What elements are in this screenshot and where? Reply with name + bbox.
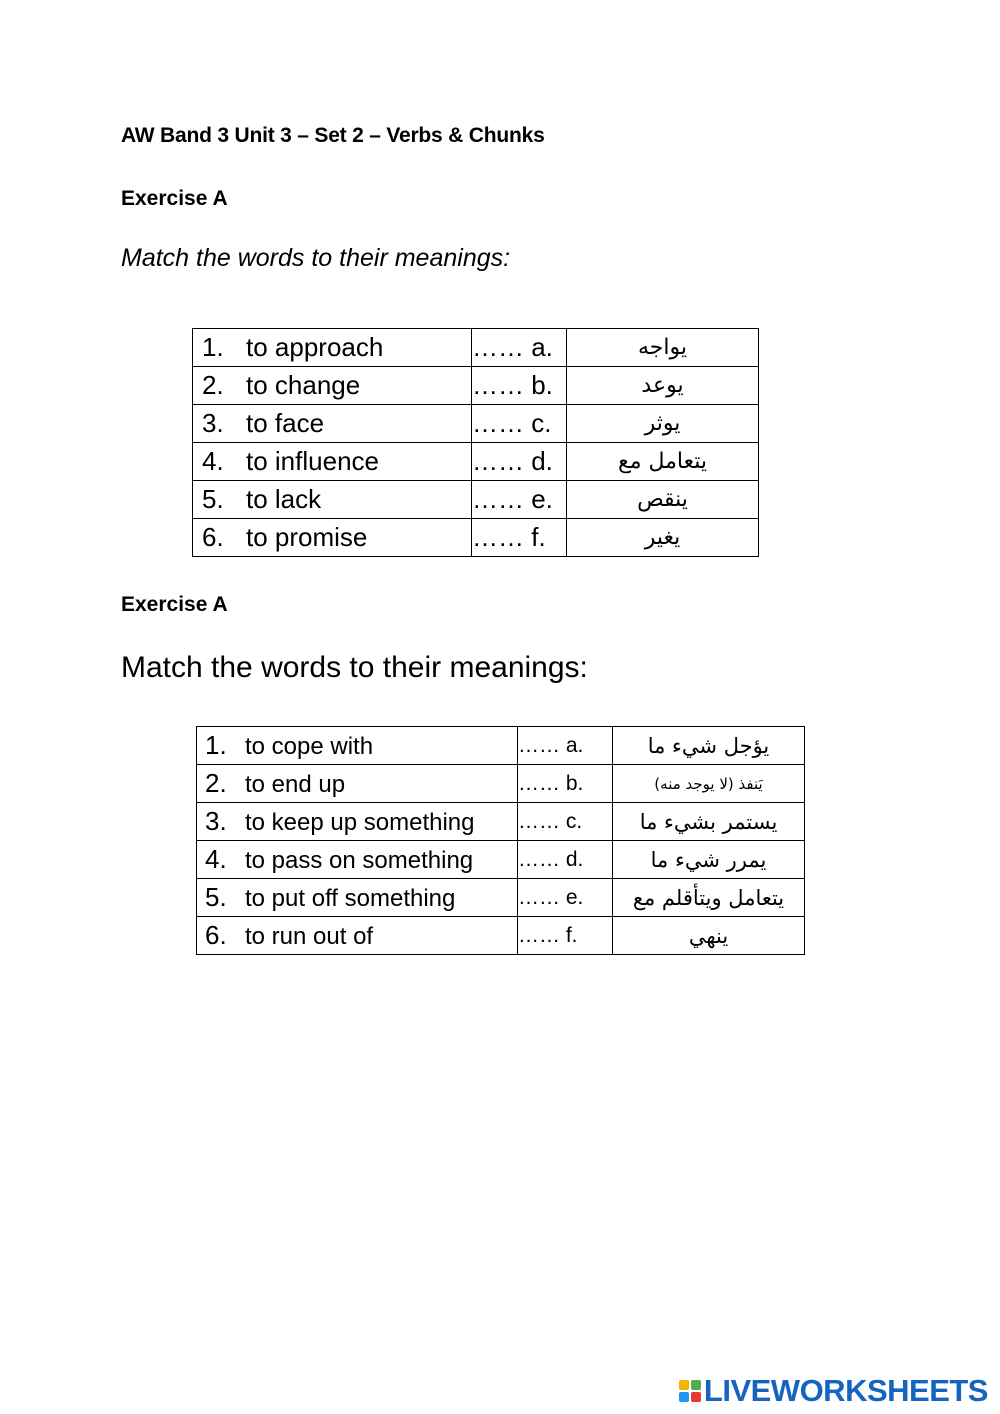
answer-blank[interactable]: …… a. [472,329,567,367]
meaning-cell: يوثر [567,405,759,443]
answer-blank[interactable]: …… e. [472,481,567,519]
liveworksheets-logo [679,1373,988,1409]
item-number: 4. [202,446,224,476]
item-word: to face [246,408,325,438]
word-cell [197,841,518,879]
exercise-1-table [192,328,759,557]
exercise-1-row [193,519,759,557]
item-number: 1. [205,730,227,760]
word-cell [193,519,472,557]
logo-mark-icon [679,1380,701,1402]
answer-blank[interactable]: …… b. [472,367,567,405]
item-number: 1. [202,332,224,362]
answer-blank[interactable]: …… f. [472,519,567,557]
page-title: AW Band 3 Unit 3 – Set 2 – Verbs & Chunks [121,124,545,147]
exercise-2-row [197,879,805,917]
answer-blank[interactable]: …… c. [518,803,613,841]
answer-blank[interactable]: …… d. [472,443,567,481]
item-word: to keep up something [245,809,475,836]
word-cell [193,367,472,405]
exercise-2-instruction: Match the words to their meanings: [121,651,588,684]
exercise-2-row [197,727,805,765]
item-word: to promise [246,522,368,552]
item-word: to influence [246,446,379,476]
exercise-2-row [197,803,805,841]
word-cell [197,803,518,841]
item-word: to end up [245,771,346,798]
meaning-cell: يستمر بشيء ما [613,803,805,841]
word-cell [197,917,518,955]
exercise-2-row [197,841,805,879]
answer-blank[interactable]: …… f. [518,917,613,955]
exercise-1-row [193,367,759,405]
item-word: to change [246,370,361,400]
exercise-1-instruction: Match the words to their meanings: [121,244,511,272]
item-number: 2. [205,768,227,798]
item-number: 6. [205,920,227,950]
answer-blank[interactable]: …… c. [472,405,567,443]
exercise-1-row [193,329,759,367]
word-cell [197,765,518,803]
meaning-cell: يَنفذ (لا يوجد منه) [613,765,805,803]
exercise-2-row [197,765,805,803]
exercise-1-row [193,405,759,443]
exercise-1-row [193,443,759,481]
exercise-2-heading: Exercise A [121,593,228,616]
meaning-cell: ينهي [613,917,805,955]
item-number: 5. [202,484,224,514]
meaning-cell: يتعامل ويتأقلم مع [613,879,805,917]
answer-blank[interactable]: …… a. [518,727,613,765]
exercise-2-table [196,726,805,955]
item-word: to put off something [245,885,456,912]
item-word: to cope with [245,733,374,760]
item-number: 5. [205,882,227,912]
exercise-2-row [197,917,805,955]
word-cell [197,727,518,765]
item-word: to pass on something [245,847,474,874]
item-word: to lack [246,484,322,514]
meaning-cell: يواجه [567,329,759,367]
answer-blank[interactable]: …… b. [518,765,613,803]
logo-text: LIVEWORKSHEETS [703,1373,988,1408]
item-word: to approach [246,332,384,362]
word-cell [193,481,472,519]
item-number: 4. [205,844,227,874]
meaning-cell: يوعد [567,367,759,405]
item-number: 3. [202,408,224,438]
item-number: 3. [205,806,227,836]
meaning-cell: يمرر شيء ما [613,841,805,879]
word-cell [193,405,472,443]
exercise-1-row [193,481,759,519]
meaning-cell: يغير [567,519,759,557]
exercise-1-heading: Exercise A [121,187,228,210]
item-number: 6. [202,522,224,552]
word-cell [193,329,472,367]
meaning-cell: يؤجل شيء ما [613,727,805,765]
meaning-cell: ينقص [567,481,759,519]
item-word: to run out of [245,923,374,950]
word-cell [193,443,472,481]
item-number: 2. [202,370,224,400]
word-cell [197,879,518,917]
answer-blank[interactable]: …… e. [518,879,613,917]
meaning-cell: يتعامل مع [567,443,759,481]
answer-blank[interactable]: …… d. [518,841,613,879]
